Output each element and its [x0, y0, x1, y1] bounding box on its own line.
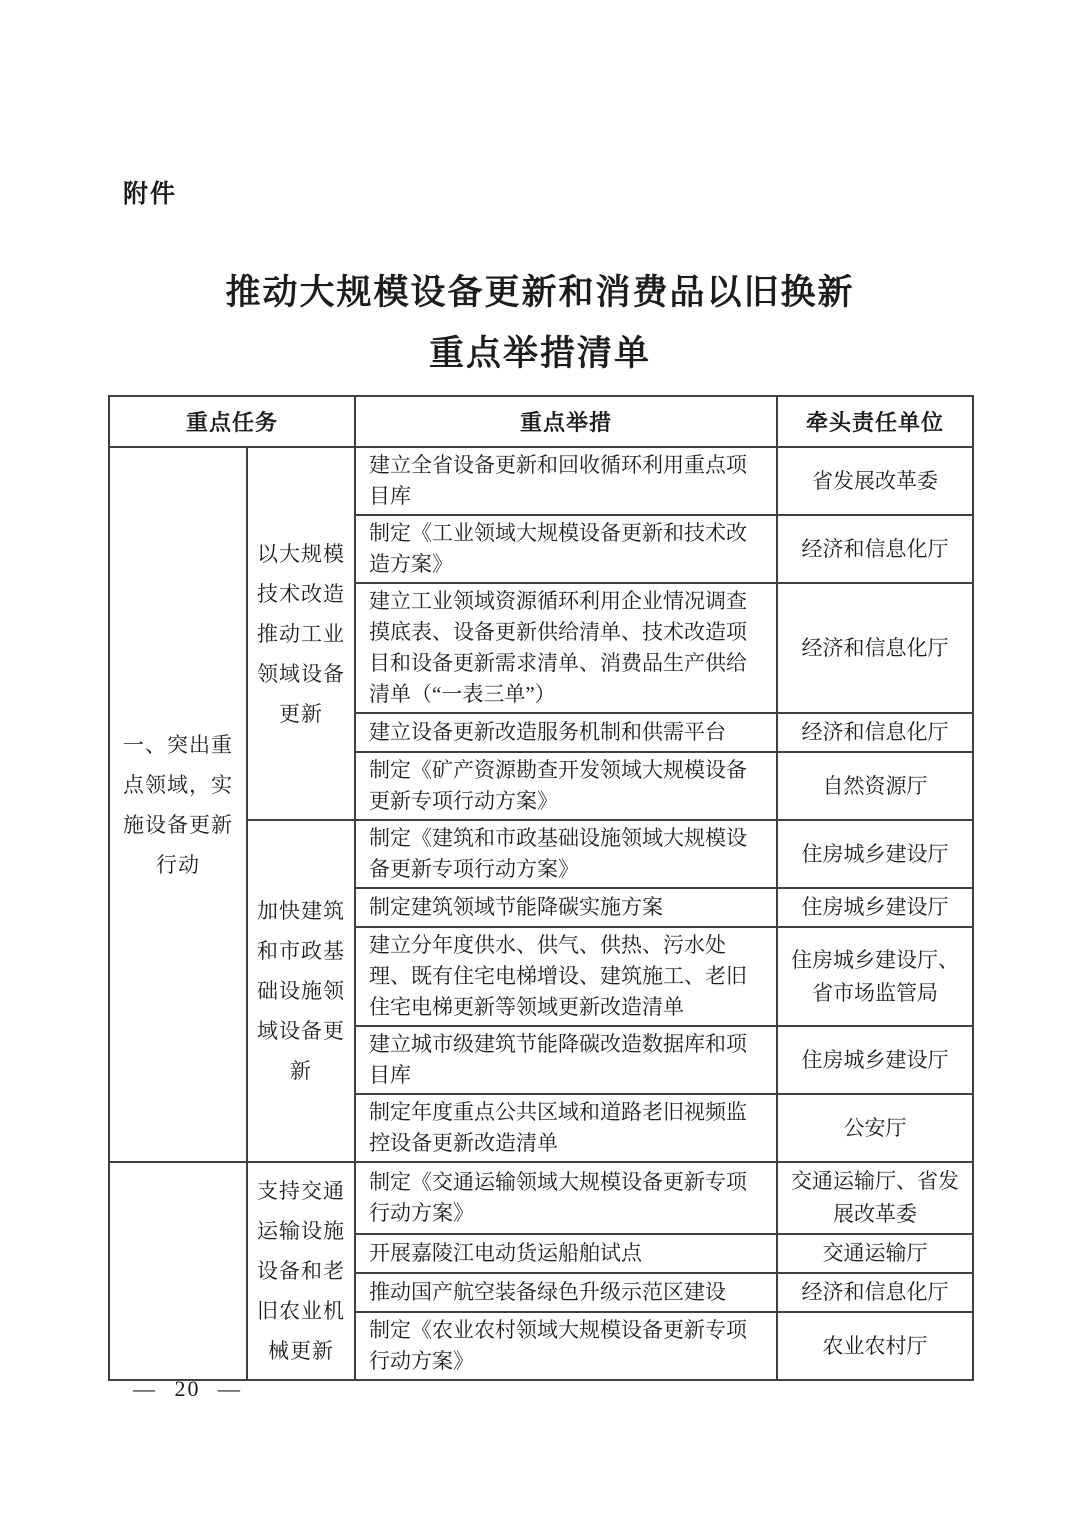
group-cell-construction: 加快建筑和市政基础设施领域设备更新: [247, 820, 355, 1162]
table-header-row: [109, 396, 973, 447]
unit-cell: 经济和信息化厅: [777, 1273, 973, 1312]
page-number: — 20 —: [133, 1376, 242, 1401]
group-cell-transport-agriculture: 支持交通运输设施设备和老旧农业机械更新: [247, 1162, 355, 1380]
measure-cell: 制定《交通运输领域大规模设备更新专项行动方案》: [355, 1162, 777, 1234]
measure-cell: 建立分年度供水、供气、供热、污水处理、既有住宅电梯增设、建筑施工、老旧住宅电梯更新等领域更新改造清单: [355, 927, 777, 1026]
col-header-task: 重点任务: [109, 396, 355, 447]
measure-cell: 制定《矿产资源勘查开发领域大规模设备更新专项行动方案》: [355, 752, 777, 820]
unit-cell: 公安厅: [777, 1094, 973, 1162]
unit-cell: 经济和信息化厅: [777, 583, 973, 713]
measures-table: [108, 395, 974, 1381]
measure-cell: 推动国产航空装备绿色升级示范区建设: [355, 1273, 777, 1312]
attachment-label: 附件: [123, 180, 178, 208]
unit-cell: 省发展改革委: [777, 447, 973, 515]
unit-cell: 住房城乡建设厅、省市场监管局: [777, 927, 973, 1026]
measure-cell: 制定《工业领域大规模设备更新和技术改造方案》: [355, 515, 777, 583]
col-header-unit: 牵头责任单位: [777, 396, 973, 447]
unit-cell: 交通运输厅: [777, 1234, 973, 1273]
table-row: [109, 447, 973, 515]
task-cell-section2: [109, 1162, 247, 1380]
doc-title: [0, 262, 1080, 384]
unit-cell: 自然资源厅: [777, 752, 973, 820]
group-cell-industry: 以大规模技术改造推动工业领域设备更新: [247, 447, 355, 820]
unit-cell: 交通运输厅、省发展改革委: [777, 1162, 973, 1234]
measure-cell: 制定年度重点公共区域和道路老旧视频监控设备更新改造清单: [355, 1094, 777, 1162]
measure-cell: 制定建筑领域节能降碳实施方案: [355, 888, 777, 927]
doc-title-line-2: 重点举措清单: [428, 334, 651, 373]
table-row: [109, 1162, 973, 1234]
unit-cell: 住房城乡建设厅: [777, 820, 973, 888]
measure-cell: 建立工业领域资源循环利用企业情况调查摸底表、设备更新供给清单、技术改造项目和设备更新需求清单、消费品生产供给清单（“一表三单”）: [355, 583, 777, 713]
task-cell-section1: 一、突出重点领域，实施设备更新行动: [109, 447, 247, 1162]
unit-cell: 经济和信息化厅: [777, 515, 973, 583]
doc-title-line-1: 推动大规模设备更新和消费品以旧换新: [225, 273, 855, 312]
unit-cell: 农业农村厅: [777, 1312, 973, 1380]
unit-cell: 经济和信息化厅: [777, 713, 973, 752]
measure-cell: 建立城市级建筑节能降碳改造数据库和项目库: [355, 1026, 777, 1094]
measure-cell: 开展嘉陵江电动货运船舶试点: [355, 1234, 777, 1273]
measure-cell: 建立设备更新改造服务机制和供需平台: [355, 713, 777, 752]
measure-cell: 制定《农业农村领域大规模设备更新专项行动方案》: [355, 1312, 777, 1380]
unit-cell: 住房城乡建设厅: [777, 1026, 973, 1094]
measure-cell: 建立全省设备更新和回收循环利用重点项目库: [355, 447, 777, 515]
measure-cell: 制定《建筑和市政基础设施领域大规模设备更新专项行动方案》: [355, 820, 777, 888]
col-header-measure: 重点举措: [355, 396, 777, 447]
unit-cell: 住房城乡建设厅: [777, 888, 973, 927]
